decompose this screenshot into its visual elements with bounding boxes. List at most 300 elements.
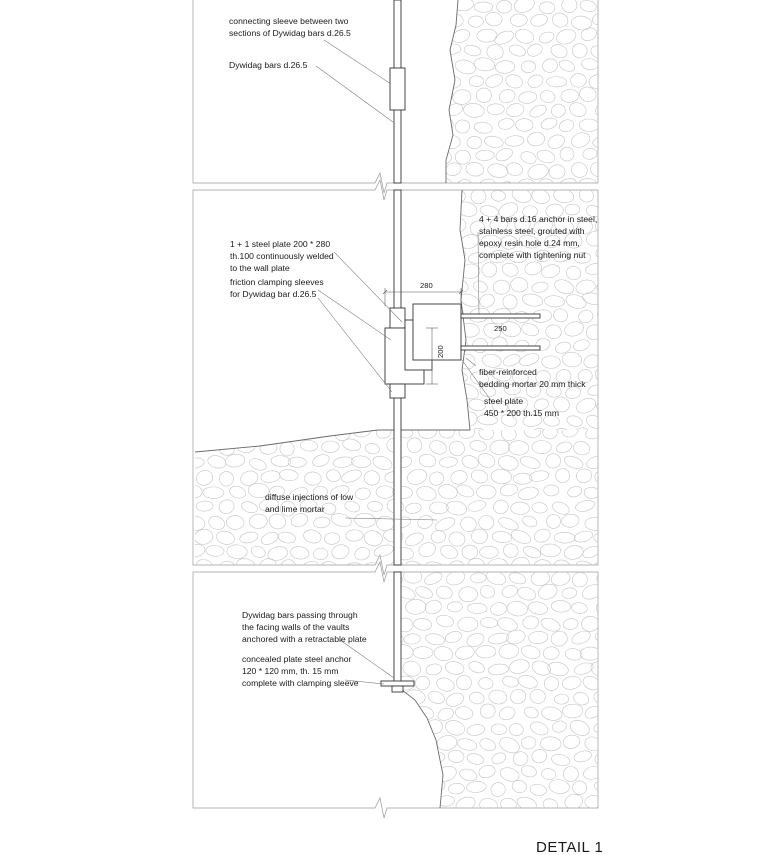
- stone: [529, 783, 547, 796]
- stone: [226, 544, 247, 559]
- stone: [583, 735, 603, 753]
- stone: [569, 130, 592, 150]
- stone: [561, 513, 580, 528]
- stone: [454, 705, 474, 721]
- stone: [552, 307, 569, 323]
- stone: [183, 515, 206, 532]
- stone: [207, 454, 228, 470]
- stone: [266, 545, 289, 563]
- stone: [280, 442, 295, 456]
- stone: [583, 704, 602, 720]
- stone: [465, 161, 485, 178]
- anchor-plate: [381, 681, 414, 686]
- anchor-bar-lower: [461, 346, 540, 350]
- stone: [562, 618, 578, 631]
- friction-sleeve-lower: [390, 384, 405, 398]
- stone: [554, 532, 575, 544]
- stone: [505, 102, 525, 119]
- stone: [484, 568, 507, 587]
- stone: [387, 718, 403, 734]
- stone: [516, 585, 537, 602]
- stone: [569, 160, 589, 180]
- stone: [543, 646, 560, 660]
- stone: [532, 440, 552, 454]
- stone: [539, 616, 562, 634]
- stone: [542, 356, 561, 369]
- stone: [249, 514, 268, 529]
- stone: [370, 795, 394, 815]
- stone: [558, 118, 576, 134]
- stone: [444, 660, 465, 676]
- clamping-sleeve: [392, 686, 403, 692]
- stone: [579, 0, 598, 13]
- stone: [490, 469, 512, 485]
- stone: [501, 584, 519, 600]
- stone: [544, 485, 559, 496]
- stone: [196, 501, 214, 512]
- stone: [193, 528, 213, 545]
- stone: [498, 87, 517, 104]
- stone: [512, 751, 529, 767]
- stone: [470, 427, 487, 442]
- stone: [519, 149, 538, 165]
- stone: [454, 58, 478, 76]
- stone: [416, 513, 435, 531]
- stone: [362, 529, 384, 548]
- stone: [524, 260, 543, 276]
- stone: [517, 673, 539, 690]
- stone: [456, 178, 475, 195]
- stone: [375, 425, 392, 440]
- stone: [531, 502, 547, 514]
- stone: [596, 428, 614, 443]
- stone: [530, 658, 553, 677]
- stone: [447, 530, 466, 548]
- stone: [514, 27, 536, 46]
- stone: [450, 372, 468, 383]
- stone: [445, 499, 468, 517]
- stone: [540, 705, 563, 722]
- stone: [525, 42, 544, 59]
- stone: [174, 562, 191, 576]
- stone: [550, 102, 568, 119]
- label-anchor-line2: stainless steel, grouted with: [479, 226, 585, 236]
- stone: [474, 2, 493, 12]
- stone: [527, 131, 546, 147]
- stone: [311, 452, 331, 468]
- stone: [555, 467, 571, 483]
- stone: [477, 29, 498, 43]
- stone: [518, 351, 541, 368]
- stone: [314, 548, 328, 560]
- stone: [566, 414, 584, 428]
- stone: [248, 456, 268, 472]
- stone: [577, 308, 594, 324]
- stone: [499, 482, 519, 497]
- stone: [370, 645, 392, 663]
- stone: [330, 543, 350, 561]
- connecting-sleeve: [390, 68, 405, 110]
- stone: [456, 737, 478, 752]
- stone: [372, 766, 393, 784]
- stone: [587, 383, 606, 397]
- stone: [423, 12, 441, 30]
- stone: [554, 428, 569, 440]
- stone: [403, 568, 423, 584]
- stone: [478, 677, 493, 690]
- stone: [581, 291, 604, 307]
- stone: [373, 543, 395, 559]
- stone: [428, 471, 445, 487]
- stone: [551, 719, 568, 734]
- stone: [466, 723, 485, 737]
- stone: [485, 11, 503, 26]
- stone: [585, 262, 605, 276]
- stone: [466, 781, 487, 793]
- stone: [594, 470, 610, 484]
- stone: [435, 584, 454, 600]
- stone: [437, 483, 459, 501]
- stone: [596, 339, 616, 356]
- stone: [488, 663, 510, 676]
- stone: [594, 246, 618, 266]
- stone: [458, 767, 478, 783]
- label-bars: Dywidag bars d.26.5: [229, 60, 308, 70]
- stone: [510, 277, 528, 293]
- stone: [496, 615, 519, 633]
- stone: [509, 723, 525, 737]
- stone: [479, 702, 497, 720]
- stone: [376, 486, 394, 499]
- stone: [530, 13, 549, 28]
- stone: [444, 397, 466, 412]
- stone: [570, 570, 589, 589]
- stone: [250, 544, 267, 559]
- stone: [459, 323, 479, 338]
- stone: [582, 764, 604, 781]
- stone: [354, 487, 371, 501]
- stone: [434, 764, 458, 784]
- label-conceal-line3: complete with clamping sleeve: [242, 678, 359, 688]
- stone: [431, 28, 453, 46]
- stone: [579, 178, 597, 190]
- stone: [498, 765, 520, 783]
- stone: [468, 16, 483, 28]
- stone: [394, 734, 414, 750]
- stone: [226, 516, 244, 530]
- stone: [510, 186, 533, 205]
- stone: [561, 587, 577, 599]
- stone: [469, 439, 487, 452]
- stone: [561, 675, 582, 691]
- stone: [498, 117, 515, 130]
- stone: [454, 795, 477, 814]
- stone: [411, 735, 434, 752]
- stone: [279, 469, 299, 482]
- dim-200: 200: [436, 345, 445, 358]
- stone: [547, 660, 570, 677]
- stone: [217, 498, 236, 516]
- stone: [435, 614, 454, 629]
- stone: [573, 749, 593, 764]
- stone: [432, 150, 452, 166]
- stone: [423, 570, 444, 587]
- stone-masonry-vault: [369, 568, 615, 814]
- stone: [280, 559, 297, 576]
- stone: [574, 427, 591, 443]
- stone: [579, 25, 598, 42]
- stone: [577, 186, 596, 204]
- stone: [480, 261, 498, 279]
- stone: [455, 119, 471, 134]
- stone: [385, 693, 401, 704]
- stone: [476, 645, 496, 658]
- stone: [435, 408, 460, 430]
- stone: [225, 422, 248, 442]
- stone: [585, 454, 607, 471]
- stone: [246, 423, 268, 438]
- stone: [467, 499, 487, 514]
- stone: [597, 501, 614, 515]
- stone: [471, 189, 487, 204]
- stone: [572, 780, 588, 795]
- stone: [595, 280, 613, 296]
- stone: [527, 600, 549, 616]
- stone: [541, 768, 557, 781]
- stone: [194, 468, 215, 487]
- stone: [597, 572, 612, 585]
- label-steel-line1: steel plate: [484, 396, 524, 406]
- stone: [515, 795, 538, 813]
- stone: [413, 618, 432, 632]
- label-conceal-line1: concealed plate steel anchor: [242, 654, 352, 664]
- stone: [422, 41, 442, 59]
- stone: [301, 559, 321, 576]
- stone: [363, 563, 381, 575]
- stone: [538, 179, 553, 191]
- stone: [426, 751, 445, 763]
- stone: [531, 281, 549, 294]
- dim-280: 280: [420, 281, 433, 290]
- stone: [505, 161, 524, 177]
- label-plate-line1: 1 + 1 steel plate 200 * 280: [230, 239, 331, 249]
- stone: [578, 85, 597, 103]
- stone: [290, 545, 310, 560]
- stone: [535, 148, 556, 165]
- stone: [584, 422, 608, 442]
- label-inject-line2: and lime mortar: [265, 504, 325, 514]
- stone: [588, 160, 609, 180]
- stone: [591, 11, 610, 26]
- stone: [555, 440, 573, 454]
- stone: [174, 467, 194, 484]
- stone: [413, 647, 433, 659]
- stone: [582, 147, 598, 160]
- stone: [541, 57, 559, 74]
- stone: [376, 516, 394, 531]
- stone: [487, 162, 509, 179]
- stone: [506, 600, 528, 617]
- stone: [526, 162, 550, 181]
- stone: [448, 749, 465, 763]
- stone: [571, 74, 587, 88]
- stone: [520, 764, 538, 778]
- concealed-anchor: [381, 681, 414, 692]
- stone: [184, 457, 205, 470]
- stone: [475, 176, 497, 195]
- stone: [593, 561, 614, 574]
- stone: [459, 515, 478, 533]
- stone: [489, 781, 507, 799]
- label-sleeve-line2: sections of Dywidag bars d.26.5: [229, 28, 351, 38]
- stone: [544, 295, 565, 308]
- stone: [550, 11, 569, 29]
- stone: [423, 101, 446, 120]
- stone: [457, 617, 478, 632]
- stone: [542, 797, 559, 811]
- stone: [467, 603, 487, 614]
- stone: [501, 542, 520, 560]
- stone: [509, 687, 528, 705]
- stone: [558, 58, 577, 74]
- stone: [545, 324, 562, 340]
- stone: [367, 501, 383, 512]
- stone: [539, 1, 555, 14]
- stone: [595, 436, 614, 455]
- stone: [593, 101, 612, 120]
- stone: [371, 454, 394, 472]
- stone: [206, 427, 222, 440]
- stone: [414, 704, 436, 722]
- stone: [584, 413, 606, 431]
- stone: [543, 676, 559, 692]
- stone: [520, 644, 542, 661]
- stone: [561, 423, 580, 439]
- stone: [435, 0, 450, 12]
- stone: [467, 136, 483, 149]
- label-vault-line2: the facing walls of the vaults: [242, 622, 350, 632]
- stone: [456, 200, 479, 219]
- stone: [469, 691, 486, 705]
- stone: [463, 44, 482, 58]
- stone: [555, 27, 578, 47]
- stone: [170, 498, 194, 516]
- stone: [342, 561, 363, 575]
- stone: [228, 484, 247, 500]
- stone: [446, 101, 465, 117]
- stone: [594, 366, 612, 383]
- stone: [498, 643, 519, 660]
- stone: [492, 430, 509, 445]
- stone: [215, 529, 236, 546]
- stone: [486, 43, 505, 60]
- stone: [418, 797, 435, 811]
- stone: [565, 265, 583, 282]
- stone: [478, 515, 494, 530]
- stone: [504, 135, 524, 147]
- stone: [174, 442, 192, 453]
- stone: [593, 779, 614, 794]
- stone: [470, 468, 490, 485]
- stone: [381, 780, 401, 796]
- stone: [509, 528, 532, 546]
- label-inject-line1: diffuse injections of low: [265, 492, 354, 502]
- stone: [370, 734, 393, 752]
- stone: [240, 500, 259, 515]
- stone: [466, 752, 485, 766]
- stone: [455, 483, 475, 499]
- stone: [478, 292, 497, 310]
- stone: [402, 781, 420, 797]
- stone: [447, 601, 463, 612]
- stone: [571, 602, 588, 615]
- stone: [206, 545, 225, 557]
- stone: [313, 516, 331, 529]
- stone: [417, 423, 437, 440]
- stone: [560, 89, 579, 104]
- stone: [484, 135, 505, 149]
- stone: [426, 689, 446, 706]
- stone: [448, 560, 465, 574]
- stone: [476, 150, 495, 161]
- stone: [504, 72, 525, 90]
- stone: [412, 763, 432, 779]
- stone: [490, 190, 506, 202]
- stone: [354, 513, 376, 528]
- stone: [594, 599, 611, 614]
- stone: [271, 455, 291, 467]
- stone: [302, 528, 322, 545]
- stone: [422, 74, 439, 90]
- stone: [288, 457, 306, 467]
- label-steel-line2: 450 * 200 th.15 mm: [484, 408, 560, 418]
- stone: [425, 663, 443, 677]
- stone: [488, 689, 508, 706]
- stone: [431, 530, 446, 544]
- stone: [427, 779, 445, 793]
- stone: [581, 544, 601, 560]
- stone: [183, 425, 203, 439]
- stone: [405, 502, 422, 515]
- stone: [435, 676, 456, 694]
- stone: [531, 426, 553, 444]
- stone: [402, 751, 420, 768]
- stone: [585, 229, 608, 249]
- stone: [550, 753, 571, 768]
- stone: [470, 572, 486, 583]
- stone: [290, 423, 310, 440]
- stone: [304, 471, 322, 486]
- stone: [489, 439, 510, 455]
- stone: [418, 453, 437, 469]
- stone: [521, 736, 537, 750]
- stone: [563, 544, 585, 561]
- stone: [353, 546, 371, 562]
- label-mortar-line2: bedding mortar 20 mm thick: [479, 379, 586, 389]
- stone: [269, 425, 286, 441]
- stone: [439, 233, 455, 246]
- stone: [448, 783, 465, 795]
- stone: [561, 351, 582, 368]
- stone: [574, 499, 595, 514]
- stone: [239, 530, 259, 544]
- stone: [471, 337, 489, 354]
- stone: [500, 426, 518, 443]
- stone: [581, 674, 602, 693]
- stone: [439, 426, 454, 438]
- stone: [598, 186, 615, 202]
- stone: [236, 437, 256, 453]
